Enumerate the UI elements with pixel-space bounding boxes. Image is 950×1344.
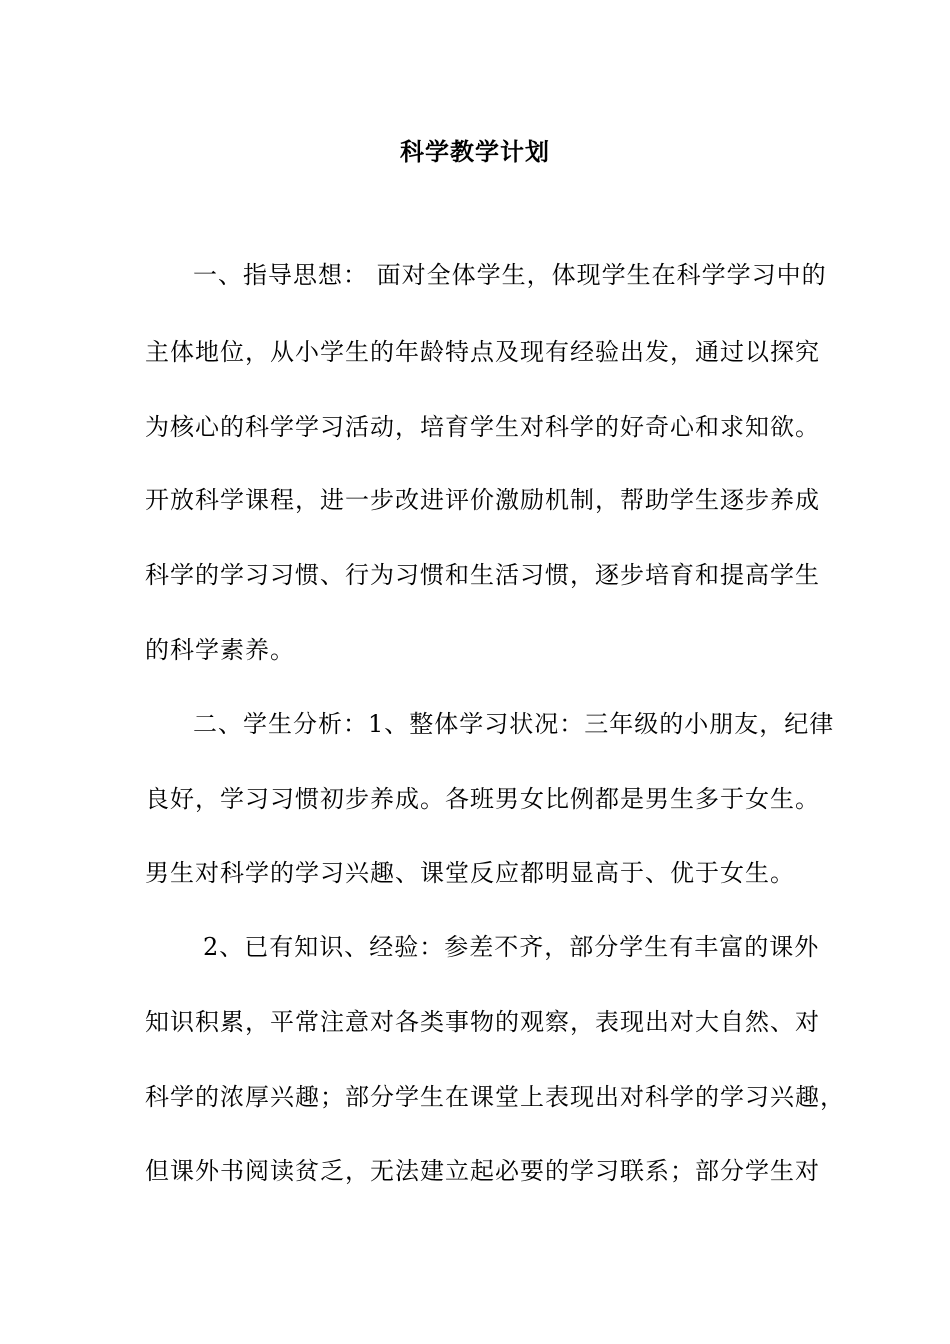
paragraph-line: 男生对科学的学习兴趣、课堂反应都明显高于、优于女生。 <box>145 859 795 887</box>
paragraph-line: 开放科学课程，进一步改进评价激励机制，帮助学生逐步养成 <box>145 486 820 514</box>
paragraph-line: 科学的学习习惯、行为习惯和生活习惯，逐步培育和提高学生 <box>145 561 820 589</box>
paragraph-line: 科学的浓厚兴趣；部分学生在课堂上表现出对科学的学习兴趣， <box>145 1083 845 1111</box>
paragraph-line: 主体地位，从小学生的年龄特点及现有经验出发，通过以探究 <box>145 338 820 366</box>
paragraph-line: 为核心的科学学习活动，培育学生对科学的好奇心和求知欲。 <box>145 413 820 441</box>
paragraph-line: 但课外书阅读贫乏，无法建立起必要的学习联系；部分学生对 <box>145 1157 820 1185</box>
paragraph-line: 知识积累，平常注意对各类事物的观察，表现出对大自然、对 <box>145 1008 820 1036</box>
paragraph-line: 一、指导思想： 面对全体学生，体现学生在科学学习中的 <box>193 261 827 289</box>
paragraph-line: 2、已有知识、经验：参差不齐，部分学生有丰富的课外 <box>203 933 820 961</box>
paragraph-line: 二、学生分析：1、整体学习状况：三年级的小朋友，纪律 <box>193 710 835 738</box>
paragraph-line: 良好，学习习惯初步养成。各班男女比例都是男生多于女生。 <box>145 785 820 813</box>
document-title: 科学教学计划 <box>400 138 550 166</box>
paragraph-line: 的科学素养。 <box>145 636 295 664</box>
